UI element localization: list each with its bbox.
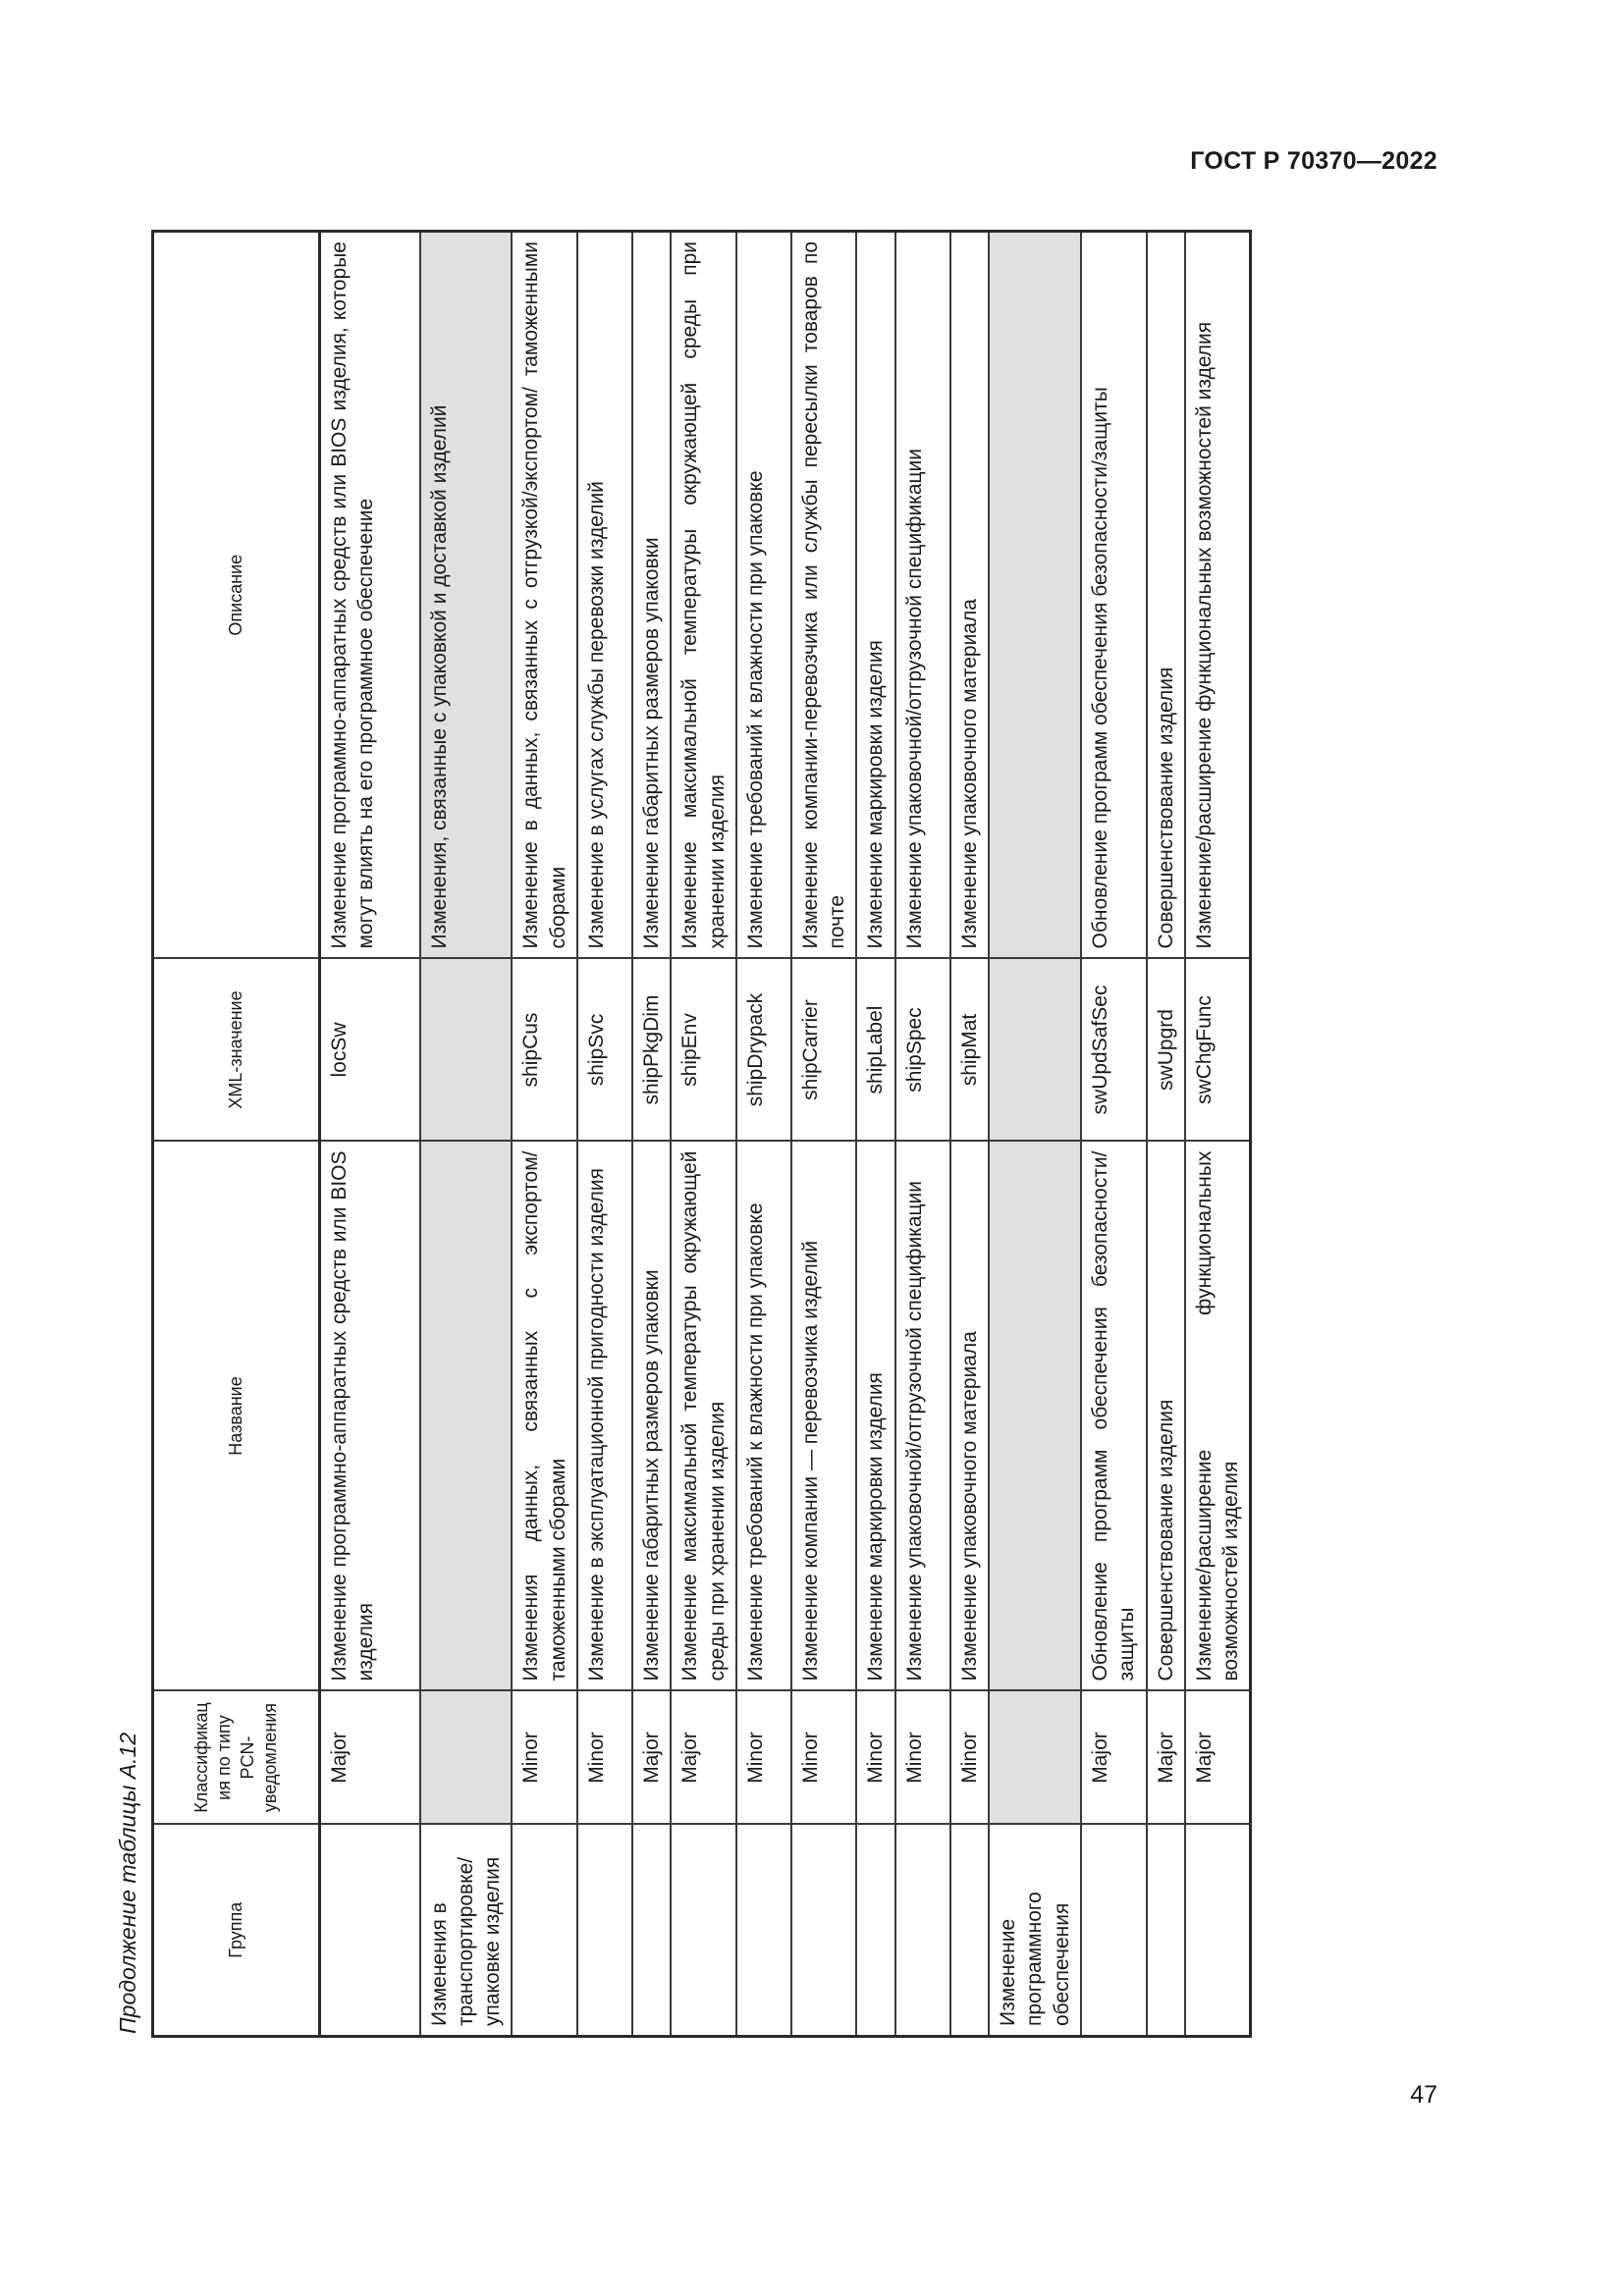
- cell-name: Изменение максимальной температуры окружающей среды при хранении изделия: [671, 1142, 736, 1691]
- table-row: [577, 232, 632, 2037]
- table-row: [1081, 232, 1147, 2037]
- cell-xml-value: shipCarrier: [791, 959, 857, 1142]
- group-header-row: [420, 232, 513, 2037]
- cell-xml-value: swChgFunc: [1185, 959, 1251, 1142]
- cell-group: [320, 1825, 420, 2037]
- table-row: [671, 232, 736, 2037]
- header-xml-value: XML-значение: [153, 959, 320, 1142]
- table-row: [856, 232, 894, 2037]
- cell-xml-value: shipDrypack: [736, 959, 791, 1142]
- cell-xml-value: [420, 959, 513, 1142]
- cell-name: Обновление программ обеспечения безопасности/защиты: [1081, 1142, 1147, 1691]
- cell-xml-value: shipSvc: [577, 959, 632, 1142]
- cell-description: Изменение требований к влажности при упаковке: [736, 232, 791, 959]
- cell-group: [736, 1825, 791, 2037]
- table-row: [895, 232, 950, 2037]
- table-header-row: [153, 232, 320, 2037]
- header-group: Группа: [153, 1825, 320, 2037]
- cell-classification: Minor: [856, 1691, 894, 1825]
- cell-group: [1147, 1825, 1185, 2037]
- table-row: [632, 232, 671, 2037]
- cell-description: Изменение в услугах службы перевозки изделий: [577, 232, 632, 959]
- cell-name: Изменение габаритных размеров упаковки: [632, 1142, 671, 1691]
- cell-xml-value: swUpdSafSec: [1081, 959, 1147, 1142]
- cell-xml-value: shipLabel: [856, 959, 894, 1142]
- cell-classification: Minor: [577, 1691, 632, 1825]
- cell-name: Изменение/расширение функциональных возможностей изделия: [1185, 1142, 1251, 1691]
- cell-classification: Major: [671, 1691, 736, 1825]
- cell-description: Изменение/расширение функциональных возможностей изделия: [1185, 232, 1251, 959]
- header-classification: Классификация по типу PCN-уведомления: [153, 1691, 320, 1825]
- cell-name: Изменение программно-аппаратных средств или BIOS изделия: [320, 1142, 420, 1691]
- cell-description: [989, 232, 1081, 959]
- cell-classification: [420, 1691, 513, 1825]
- table-row: [320, 232, 420, 2037]
- cell-xml-value: shipSpec: [895, 959, 950, 1142]
- cell-group: [671, 1825, 736, 2037]
- cell-name: [989, 1142, 1081, 1691]
- cell-xml-value: [989, 959, 1081, 1142]
- cell-xml-value: swUpgrd: [1147, 959, 1185, 1142]
- cell-xml-value: shipPkgDim: [632, 959, 671, 1142]
- header-name: Название: [153, 1142, 320, 1691]
- cell-group: [1185, 1825, 1251, 2037]
- cell-group: [895, 1825, 950, 2037]
- cell-group: [632, 1825, 671, 2037]
- table-body: [320, 232, 1251, 2037]
- cell-classification: Major: [1147, 1691, 1185, 1825]
- cell-description: Изменения, связанные с упаковкой и доставкой изделий: [420, 232, 513, 959]
- cell-description: Совершенствование изделия: [1147, 232, 1185, 959]
- cell-description: Изменение габаритных размеров упаковки: [632, 232, 671, 959]
- cell-xml-value: locSw: [320, 959, 420, 1142]
- pcn-classification-table: [151, 230, 1252, 2038]
- cell-name: Изменение упаковочной/отгрузочной спецификации: [895, 1142, 950, 1691]
- cell-name: Совершенствование изделия: [1147, 1142, 1185, 1691]
- cell-classification: Minor: [512, 1691, 577, 1825]
- table-row: [1147, 232, 1185, 2037]
- cell-description: Изменение упаковочной/отгрузочной спецификации: [895, 232, 950, 959]
- cell-description: Изменение упаковочного материала: [950, 232, 989, 959]
- table-row: [1185, 232, 1251, 2037]
- cell-xml-value: shipMat: [950, 959, 989, 1142]
- cell-classification: Minor: [791, 1691, 857, 1825]
- rotated-table-block: [104, 233, 1415, 2038]
- cell-name: [420, 1142, 513, 1691]
- cell-classification: Minor: [895, 1691, 950, 1825]
- cell-group: [1081, 1825, 1147, 2037]
- cell-description: Изменение компании-перевозчика или службы пересылки товаров по почте: [791, 232, 857, 959]
- cell-classification: Major: [320, 1691, 420, 1825]
- cell-name: Изменение упаковочного материала: [950, 1142, 989, 1691]
- cell-group: [577, 1825, 632, 2037]
- table-row: [512, 232, 577, 2037]
- cell-description: Изменение маркировки изделия: [856, 232, 894, 959]
- cell-group: [791, 1825, 857, 2037]
- cell-xml-value: shipCus: [512, 959, 577, 1142]
- group-header-row: [989, 232, 1081, 2037]
- cell-group: Изменение программного обеспечения: [989, 1825, 1081, 2037]
- cell-group: [950, 1825, 989, 2037]
- cell-description: Изменение программно-аппаратных средств или BIOS изделия, которые могут влиять на его программное обеспечение: [320, 232, 420, 959]
- document-standard-header: ГОСТ Р 70370—2022: [1190, 147, 1437, 175]
- cell-group: [512, 1825, 577, 2037]
- cell-classification: [989, 1691, 1081, 1825]
- cell-classification: Minor: [950, 1691, 989, 1825]
- table-row: [950, 232, 989, 2037]
- header-description: Описание: [153, 232, 320, 959]
- cell-group: [856, 1825, 894, 2037]
- cell-name: Изменение компании — перевозчика изделий: [791, 1142, 857, 1691]
- cell-group: Изменения в транспортировке/ упаковке изделия: [420, 1825, 513, 2037]
- table-caption: Продолжение таблицы А.12: [115, 1732, 140, 2034]
- cell-name: Изменение маркировки изделия: [856, 1142, 894, 1691]
- cell-classification: Major: [632, 1691, 671, 1825]
- cell-xml-value: shipEnv: [671, 959, 736, 1142]
- table-row: [791, 232, 857, 2037]
- page-number: 47: [1410, 2081, 1437, 2109]
- cell-classification: Major: [1185, 1691, 1251, 1825]
- cell-name: Изменение требований к влажности при упаковке: [736, 1142, 791, 1691]
- cell-description: Изменение в данных, связанных с отгрузкой/экспортом/ таможенными сборами: [512, 232, 577, 959]
- cell-name: Изменение в эксплуатационной пригодности изделия: [577, 1142, 632, 1691]
- cell-classification: Major: [1081, 1691, 1147, 1825]
- table-row: [736, 232, 791, 2037]
- cell-description: Изменение максимальной температуры окружающей среды при хранении изделия: [671, 232, 736, 959]
- cell-classification: Minor: [736, 1691, 791, 1825]
- cell-description: Обновление программ обеспечения безопасности/защиты: [1081, 232, 1147, 959]
- cell-name: Изменения данных, связанных с экспортом/таможенными сборами: [512, 1142, 577, 1691]
